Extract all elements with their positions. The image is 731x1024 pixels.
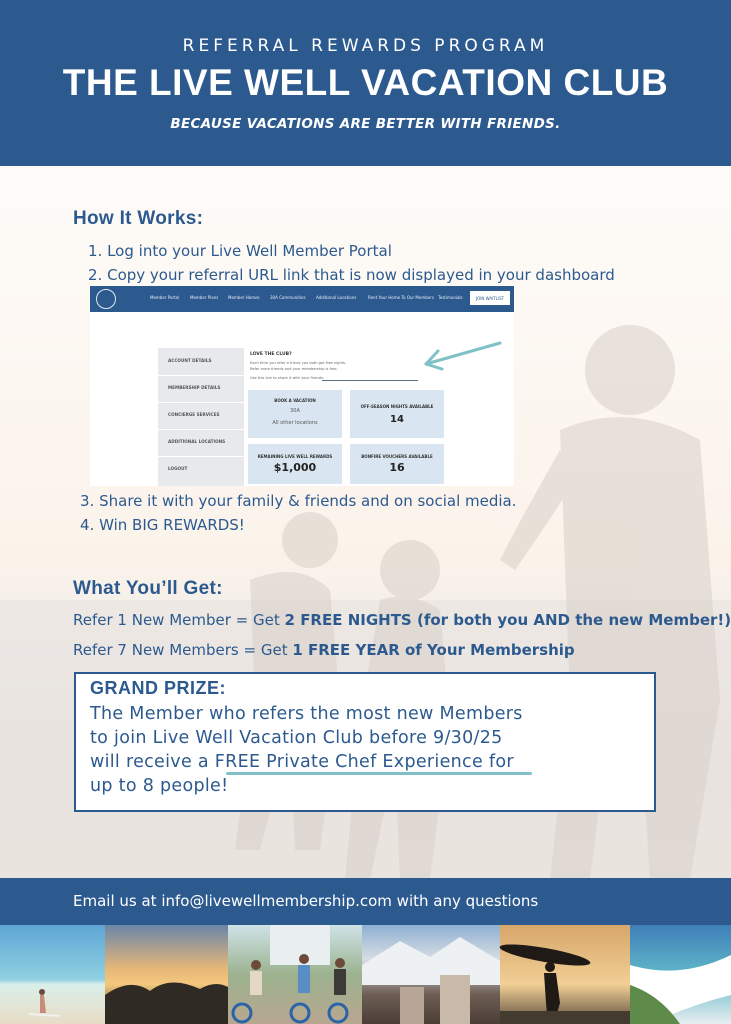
nav-item-member-plans: Member Plans [190,295,219,300]
card-off-season-nights [350,390,444,438]
photo-coastal-aerial [630,925,731,1024]
card-bonfire-vouchers [350,444,444,484]
nav-item-rent-your-home: Rent Your Home To Our Members [368,295,434,300]
join-waitlist-button: JOIN WAITLIST [470,291,510,305]
divider [158,402,244,403]
grand-prize-line: The Member who refers the most new Members [90,704,523,724]
reward-tier-2 [73,641,575,659]
step-number: 3. [80,492,95,510]
contact-email-text: Email us at info@livewellmembership.com with any questions [73,892,539,910]
step-2 [88,266,615,284]
sidebar-item-logout: LOGOUT [168,466,188,471]
step-4 [80,516,245,534]
grand-prize-heading: GRAND PRIZE: [90,678,226,698]
step-3 [80,492,517,510]
card-title: BONFIRE VOUCHERS AVAILABLE [361,454,433,459]
dashboard-screenshot [90,286,514,486]
step-1 [88,242,392,260]
photo-beach-paddleboard [0,925,105,1024]
club-logo-icon [96,289,116,309]
photo-surfer-silhouette [498,925,630,1024]
photo-strip [0,925,731,1024]
card-title: REMAINING LIVE WELL REWARDS [257,454,333,459]
highlight-underline [226,772,532,775]
step-text: Log into your Live Well Member Portal [107,242,392,260]
love-line: Use this link to share it with your friends: [250,376,325,380]
dashboard-sidebar [158,348,244,486]
step-number: 1. [88,242,103,260]
divider [158,429,244,430]
love-line: Each time you refer a friend you both get free nights. [250,361,347,365]
referral-link [322,380,418,381]
card-value: 16 [389,461,405,474]
card-book-vacation [248,390,342,438]
love-line: Refer more friends and your membership is free. [250,367,338,371]
reward-prefix: Refer 7 New Members = Get [73,641,293,659]
reward-prefix: Refer 1 New Member = Get [73,611,285,629]
nav-item-additional-locations: Additional Locations [316,295,357,300]
card-line: All other locations [272,420,318,426]
step-number: 2. [88,266,103,284]
nav-item-member-homes: Member Homes [228,295,260,300]
page-title: THE LIVE WELL VACATION CLUB [62,62,669,103]
sidebar-item-membership-details: MEMBERSHIP DETAILS [168,385,221,390]
footer-bar [0,878,731,925]
reward-bold: 2 FREE NIGHTS (for both you AND the new Member!) [284,611,731,629]
program-eyebrow: REFERRAL REWARDS PROGRAM [182,36,549,56]
sidebar-item-concierge-services: CONCIERGE SERVICES [168,412,220,417]
arrow-icon [416,338,504,374]
step-text: Share it with your family & friends and on social media. [99,492,517,510]
nav-item-member-portal: Member Portal [150,295,180,300]
divider [158,375,244,376]
sidebar-item-additional-locations: ADDITIONAL LOCATIONS [168,439,226,444]
sidebar-item-account-details: ACCOUNT DETAILS [168,358,212,363]
nav-item-testimonials: Testimonials [438,295,463,300]
card-title: OFF-SEASON NIGHTS AVAILABLE [360,404,434,409]
card-line: 30A [290,408,300,414]
grand-prize-line: up to 8 people! [90,776,229,796]
step-number: 4. [80,516,95,534]
step-text: Copy your referral URL link that is now displayed in your dashboard [107,266,615,284]
step-text: Win BIG REWARDS! [99,516,245,534]
card-title: BOOK A VACATION [274,398,316,403]
card-value: $1,000 [273,461,317,474]
how-it-works-heading: How It Works: [73,208,204,229]
what-youll-get-heading: What You’ll Get: [73,578,223,599]
grand-prize-box [74,672,656,812]
dashboard-nav [90,286,514,312]
love-the-club-title: LOVE THE CLUB? [250,352,292,357]
card-live-well-rewards [248,444,342,484]
reward-bold: 1 FREE YEAR of Your Membership [292,641,575,659]
tagline: BECAUSE VACATIONS ARE BETTER WITH FRIENDS. [170,116,561,132]
grand-prize-line: to join Live Well Vacation Club before 9/30/25 [90,728,503,748]
card-value: 14 [390,414,404,425]
photo-mountain-town [362,925,500,1024]
grand-prize-line: will receive a FREE Private Chef Experience for [90,752,514,772]
reward-tier-1 [73,611,731,629]
header-banner [0,0,731,166]
photo-family-bikes [228,925,362,1024]
nav-item-30a-communities: 30A Communities [270,295,306,300]
divider [158,456,244,457]
photo-sunset-trees [105,925,228,1024]
